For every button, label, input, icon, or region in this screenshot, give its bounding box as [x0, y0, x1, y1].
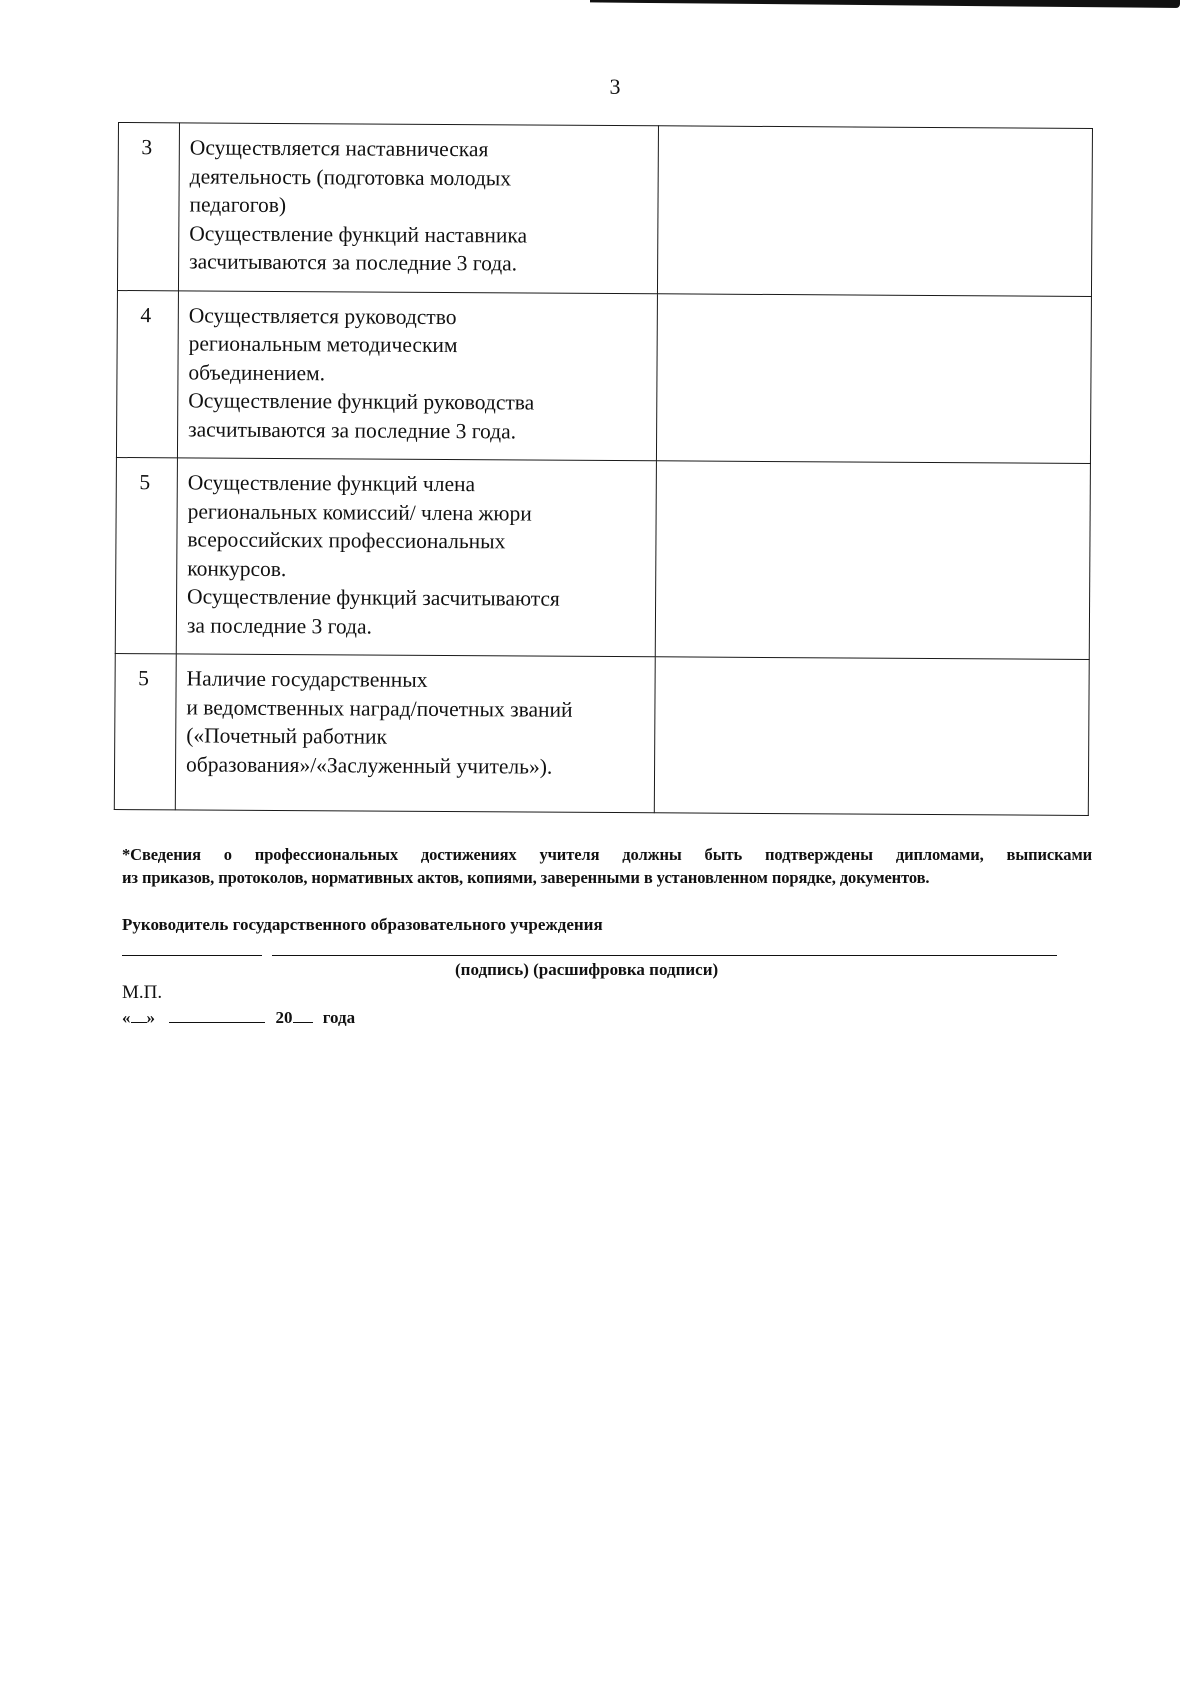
day-blank[interactable] — [131, 1006, 147, 1023]
description-line: педагогов) — [189, 192, 287, 218]
name-transcript-line[interactable] — [272, 955, 1057, 956]
table-row — [117, 123, 1092, 296]
table-row — [115, 457, 1090, 659]
description-line: Осуществление функций засчитываются — [187, 584, 560, 611]
date-line — [122, 1006, 355, 1028]
page-number: 3 — [609, 74, 621, 99]
signature-caption: (подпись) (расшифровка подписи) — [455, 960, 719, 979]
row-value-cell[interactable] — [654, 657, 1089, 816]
description-line: Осуществление функций наставника — [189, 220, 528, 248]
row-description — [177, 290, 657, 460]
footnote — [122, 843, 1092, 889]
description-line: и ведомственных наград/почетных званий — [186, 694, 573, 722]
row-number: 3 — [117, 123, 179, 291]
description-line: региональных комиссий/ члена жюри — [187, 498, 532, 526]
date-quote-open: « — [122, 1008, 131, 1027]
row-value-cell[interactable] — [656, 293, 1091, 463]
stamp-place-label: М.П. — [122, 982, 163, 1003]
description-line: засчитываются за последние 3 года. — [188, 416, 517, 443]
description-line: Осуществление функций руководства — [188, 388, 535, 415]
row-number: 5 — [114, 653, 176, 809]
row-number: 5 — [115, 457, 177, 653]
row-value-cell[interactable] — [657, 126, 1092, 296]
row-value-cell[interactable] — [655, 461, 1090, 660]
table-row — [114, 653, 1089, 815]
description-line: конкурсов. — [187, 555, 287, 581]
year-blank[interactable] — [293, 1006, 313, 1023]
description-line: Наличие государственных — [186, 666, 428, 692]
table-row — [116, 290, 1091, 463]
row-description — [175, 654, 655, 813]
description-line: образования»/«Заслуженный учитель»). — [186, 751, 553, 779]
description-line: за последние 3 года. — [186, 612, 372, 639]
description-line: всероссийских профессиональных — [187, 527, 506, 554]
footnote-line: *Сведения о профессиональных достижениях учителя должны быть подтверждены дипломами, выписками — [122, 845, 1092, 864]
description-line: Осуществляется наставническая — [189, 135, 489, 162]
description-line: объединением. — [188, 359, 326, 385]
criteria-table — [114, 122, 1093, 816]
footnote-line: из приказов, протоколов, нормативных актов, копиями, заверенными в установленном порядке, документов. — [122, 868, 930, 887]
year-prefix: 20 — [275, 1008, 293, 1027]
scan-edge-mark — [590, 0, 1180, 8]
description-line: деятельность (подготовка молодых — [189, 163, 512, 190]
head-of-institution-label: Руководитель государственного образовательного учреждения — [122, 915, 603, 934]
row-number: 4 — [116, 290, 178, 458]
row-description — [176, 458, 656, 657]
description-line: («Почетный работник — [186, 723, 388, 749]
description-line: засчитываются за последние 3 года. — [189, 249, 518, 276]
description-line: Осуществление функций члена — [187, 470, 476, 497]
row-description — [178, 123, 658, 293]
description-line: региональным методическим — [188, 331, 458, 358]
description-line: Осуществляется руководство — [188, 302, 457, 329]
signature-line[interactable] — [122, 955, 262, 956]
date-suffix: года — [322, 1008, 356, 1027]
month-blank[interactable] — [169, 1006, 265, 1023]
date-quote-close: » — [146, 1008, 155, 1027]
